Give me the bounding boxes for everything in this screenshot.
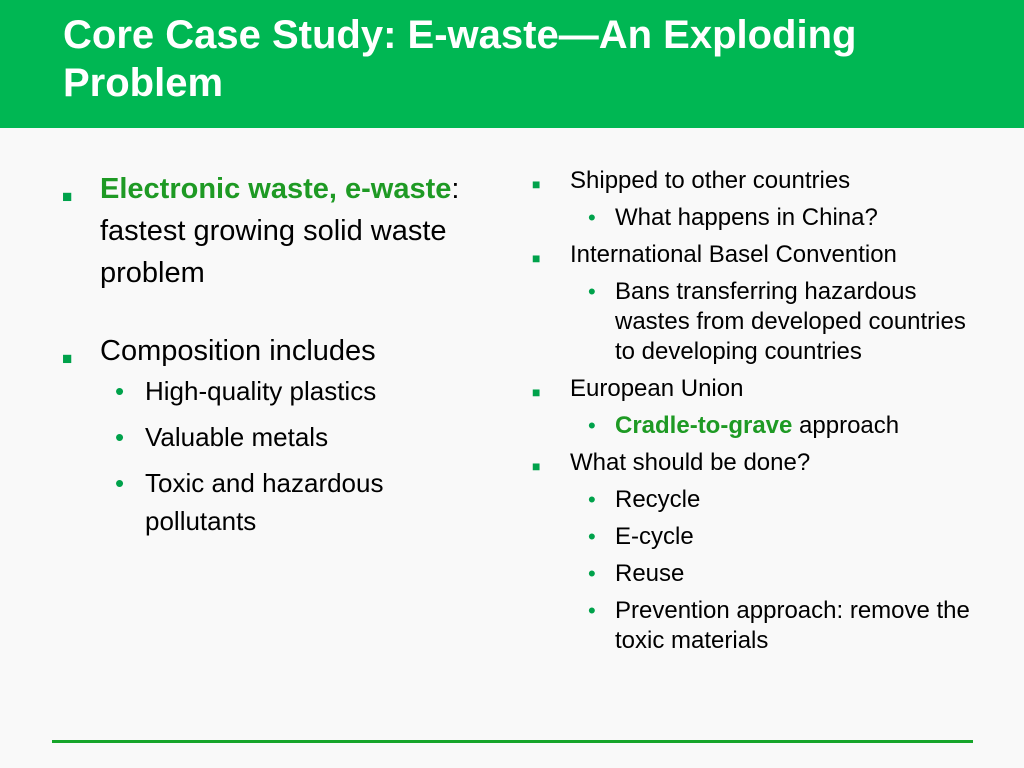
sub-bullet-reuse <box>532 559 972 589</box>
sub-bullet-label: What happens in China? <box>615 204 878 231</box>
bullet-what-done <box>532 448 972 478</box>
sub-bullet-label: Toxic and hazardous pollutants <box>145 468 384 536</box>
dot-bullet-icon: • <box>588 561 596 586</box>
footer-divider <box>52 740 973 743</box>
sub-bullet-china <box>532 203 972 233</box>
square-bullet-icon: ■ <box>532 176 541 192</box>
sub-bullet-label: Recycle <box>615 486 701 513</box>
ewaste-definition: : fastest growing solid waste problem <box>100 173 460 289</box>
bullet-label: What should be done? <box>570 449 811 476</box>
ewaste-term: Electronic waste, e-waste <box>100 173 452 205</box>
sub-bullet-cradle <box>532 411 972 441</box>
right-column <box>532 166 972 656</box>
sub-bullet-toxic <box>62 464 462 540</box>
sub-bullet-prevention <box>532 596 972 656</box>
dot-bullet-icon: • <box>588 598 596 623</box>
sub-bullet-plastics <box>62 372 462 410</box>
square-bullet-icon: ■ <box>532 384 541 400</box>
sub-bullet-recycle <box>532 485 972 515</box>
dot-bullet-icon: • <box>588 524 596 549</box>
sub-bullet-metals <box>62 418 462 456</box>
square-bullet-icon: ■ <box>532 458 541 474</box>
sub-bullet-label: Bans transferring hazardous wastes from developed countries to developing countries <box>615 278 966 365</box>
title-bar <box>0 0 1024 128</box>
sub-bullet-ecycle <box>532 522 972 552</box>
dot-bullet-icon: • <box>115 468 125 498</box>
bullet-composition <box>62 330 462 372</box>
dot-bullet-icon: • <box>115 376 125 406</box>
slide-title: Core Case Study: E-waste—An Exploding Problem <box>63 13 857 105</box>
square-bullet-icon: ■ <box>532 250 541 266</box>
sub-bullet-label: E-cycle <box>615 523 694 550</box>
bullet-ewaste <box>62 168 462 294</box>
bullet-label: European Union <box>570 375 744 402</box>
bullet-label: Shipped to other countries <box>570 167 851 194</box>
composition-label: Composition includes <box>100 335 376 367</box>
sub-bullet-label: Reuse <box>615 560 685 587</box>
sub-bullet-label: High-quality plastics <box>145 376 377 406</box>
bullet-label: International Basel Convention <box>570 241 897 268</box>
bullet-shipped <box>532 166 972 196</box>
sub-bullet-label: Prevention approach: remove the toxic materials <box>615 597 970 654</box>
dot-bullet-icon: • <box>115 422 125 452</box>
cradle-rest: approach <box>792 412 900 439</box>
dot-bullet-icon: • <box>588 205 596 230</box>
sub-bullet-bans <box>532 277 972 367</box>
dot-bullet-icon: • <box>588 279 596 304</box>
sub-bullet-label: Valuable metals <box>145 422 329 452</box>
bullet-eu <box>532 374 972 404</box>
dot-bullet-icon: • <box>588 487 596 512</box>
cradle-term: Cradle-to-grave <box>615 412 793 439</box>
square-bullet-icon: ■ <box>62 187 73 206</box>
dot-bullet-icon: • <box>588 413 596 438</box>
square-bullet-icon: ■ <box>62 349 73 368</box>
left-column <box>62 168 462 540</box>
bullet-basel <box>532 240 972 270</box>
